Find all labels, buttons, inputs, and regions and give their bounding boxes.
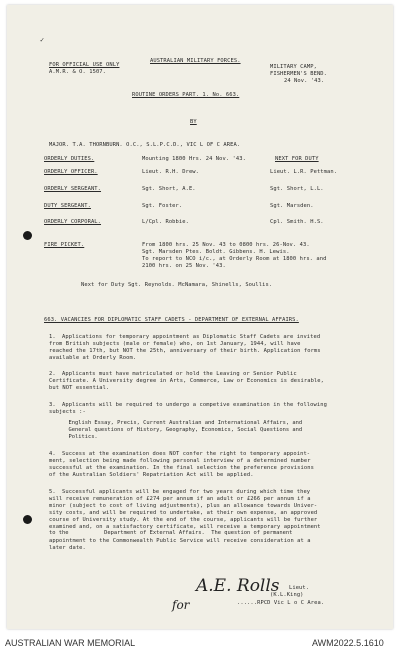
commander-line: MAJOR. T.A. THORNBURN. O.C., S.L.P.C.D., VIC L OF C AREA. — [49, 142, 241, 148]
handwritten-signature: A.E. Rolls — [196, 576, 280, 596]
camp-label: MILITARY CAMP, — [270, 64, 317, 70]
signatory-unit: ......RPCD Vic L o C Area. — [237, 600, 325, 606]
duty-current: Lieut. R.H. Drew. — [142, 169, 200, 175]
fire-picket-next: Next for Duty Sgt. Reynolds. McNamara, Shinells, Soullis. — [81, 282, 273, 288]
paragraph-line: subjects :- — [49, 409, 86, 415]
paragraph-line: General questions of History, Geography, Economics, Social Questions and — [49, 427, 303, 433]
paragraph-line: from British subjects (male or female) who, on 1st January, 1944, will have — [49, 341, 301, 347]
archive-footer — [0, 633, 400, 653]
signatory-name: (K.L.King) — [270, 592, 304, 598]
next-for-duty-heading: NEXT FOR DUTY — [275, 156, 319, 162]
paragraph-line: ment, selection being made following personal interview of a determined number — [49, 458, 311, 464]
by-label: BY — [190, 119, 197, 125]
reference-code: A.M.R. & O. 1507. — [49, 69, 107, 75]
location-label: FISHERMEN'S BEND. — [270, 71, 328, 77]
paragraph-line: reached the 17th, but NOT the 25th, anniversary of their birth. Application forms — [49, 348, 321, 354]
paragraph-number: 4. — [49, 451, 56, 457]
paragraph-line: examined and, on a satisfactory certificate, will receive a temporary appointment — [49, 524, 321, 530]
paragraph-line: English Essay, Precis, Current Australian and International Affairs, and — [49, 420, 303, 426]
duty-current: Sgt. Short, A.E. — [142, 186, 196, 192]
signature-for-mark: for — [172, 598, 190, 612]
document-date: 24 Nov. '43. — [284, 78, 325, 84]
paragraph-line: to the Department of External Affairs. The question of permanent — [49, 530, 293, 536]
duty-next: Sgt. Short, L.L. — [270, 186, 324, 192]
paragraph-line: appointment to the Commonwealth Public Service will receive consideration at a — [49, 538, 311, 544]
document-title: AUSTRALIAN MILITARY FORCES. — [150, 58, 241, 64]
duty-next: Lieut. L.R. Pettman. — [270, 169, 338, 175]
paragraph-line: Success at the examination does NOT confer the right to temporary appoint- — [62, 451, 311, 457]
fire-picket-line: 2100 hrs. on 25 Nov. '43. — [142, 263, 226, 269]
paragraph-line: Certificate. A University degree in Arts, Commerce, Law or Economics is desirable, — [49, 378, 324, 384]
fire-picket-line: To report to NCO i/c., at Orderly Room at 1800 hrs. and — [142, 256, 327, 262]
fire-picket-heading: FIRE PICKET. — [44, 242, 85, 248]
duty-role: ORDERLY CORPORAL. — [44, 219, 102, 225]
document-page — [7, 5, 393, 629]
paragraph-line: later date. — [49, 545, 86, 551]
paragraph-line: Applications for temporary appointment as Diplomatic Staff Cadets are invited — [62, 334, 321, 340]
paragraph-line: Applicants will be required to undergo a competive examination in the following — [62, 402, 327, 408]
duty-role: ORDERLY OFFICER. — [44, 169, 98, 175]
paragraph-number: 3. — [49, 402, 56, 408]
paragraph-line: Applicants must have matriculated or hold the Leaving or Senior Public — [62, 371, 297, 377]
section-heading: 663. VACANCIES FOR DIPLOMATIC STAFF CADETS - DEPARTMENT OF EXTERNAL AFFAIRS. — [44, 317, 299, 323]
footer-institution: AUSTRALIAN WAR MEMORIAL — [5, 638, 136, 648]
paragraph-line: available at Orderly Room. — [49, 355, 137, 361]
paragraph-line: Politics. — [49, 434, 98, 440]
duties-heading: ORDERLY DUTIES. — [44, 156, 95, 162]
paragraph-line: but NOT essential. — [49, 385, 110, 391]
footer-accession-number: AWM2022.5.1610 — [312, 638, 384, 648]
paragraph-line: will receive remuneration of £274 per annum if an adult or £266 per annum if a — [49, 496, 311, 502]
orders-title: ROUTINE ORDERS PART. 1. No. 663. — [132, 92, 240, 98]
duty-current: Sgt. Foster. — [142, 203, 183, 209]
paragraph-line: of the Australian Soldiers' Repatriation Act will be applied. — [49, 472, 254, 478]
official-use-label: FOR OFFICIAL USE ONLY — [49, 62, 120, 68]
paragraph-number: 2. — [49, 371, 56, 377]
tick-mark: ✓ — [40, 36, 45, 44]
paragraph-number: 5. — [49, 489, 56, 495]
fire-picket-line: From 1800 hrs. 25 Nov. 43 to 0800 hrs. 26-Nov. 43. — [142, 242, 310, 248]
paragraph-line: successful at the examination. In the final selection the preference provisions — [49, 465, 314, 471]
duty-next: Cpl. Smith. H.S. — [270, 219, 324, 225]
fire-picket-line: Sgt. Marsden Ptes. Boldt. Gibbens. H. Lewis. — [142, 249, 290, 255]
punch-hole — [23, 515, 32, 524]
duty-current: L/Cpl. Robbie. — [142, 219, 189, 225]
paragraph-line: course of University study. At the end of the course, applicants will be further — [49, 517, 318, 523]
paragraph-line: sity costs, and will be required to undertake, at their own expense, an approved — [49, 510, 318, 516]
punch-hole — [23, 231, 32, 240]
paragraph-number: 1. — [49, 334, 56, 340]
paragraph-line: Successful applicants will be engaged for two years during which time they — [62, 489, 311, 495]
duty-role: DUTY SERGEANT. — [44, 203, 91, 209]
duty-next: Sgt. Marsden. — [270, 203, 314, 209]
duty-role: ORDERLY SERGEANT. — [44, 186, 102, 192]
signatory-rank: Lieut. — [289, 585, 310, 591]
paragraph-line: minor (subject to cost of living adjustments), plus an allowance towards Univer- — [49, 503, 318, 509]
mounting-line: Mounting 1800 Hrs. 24 Nov. '43. — [142, 156, 246, 162]
